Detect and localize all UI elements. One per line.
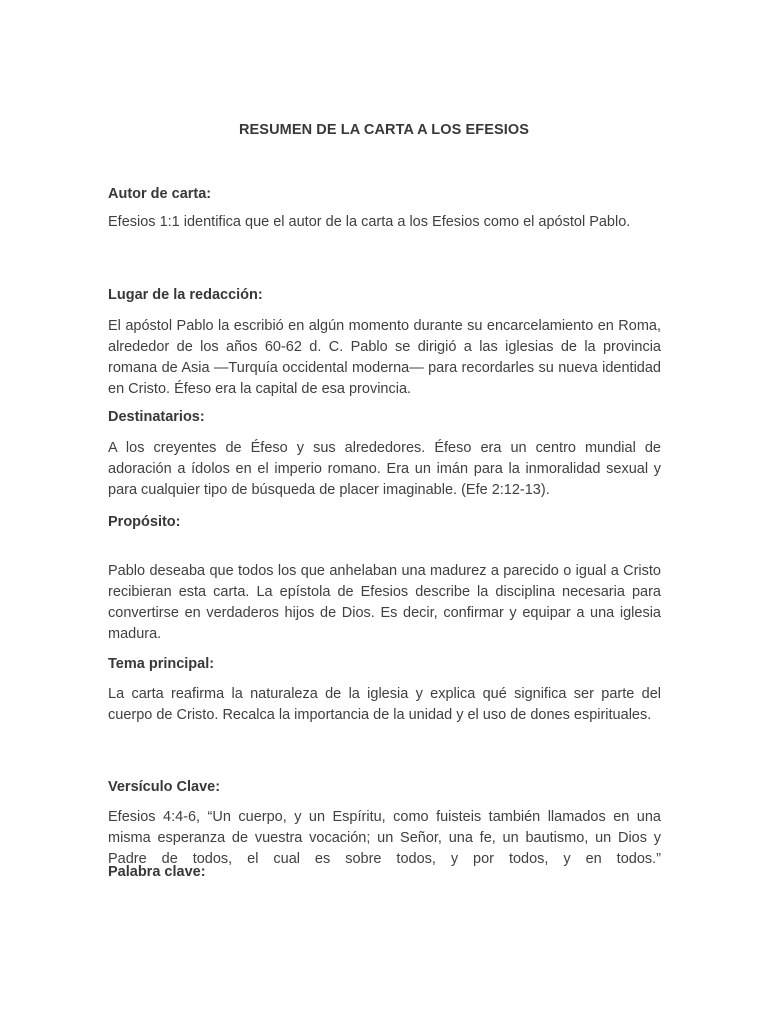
- section-heading-versiculo: Versículo Clave:: [108, 779, 221, 795]
- section-heading-lugar: Lugar de la redacción:: [108, 287, 263, 303]
- section-body-lugar: El apóstol Pablo la escribió en algún momento durante su encarcelamiento en Roma, alrededor de los años 60-62 d. C. Pablo se dirigió a las iglesias de la provincia romana de Asia —Turquía occidental moderna— para recordarles su nueva identidad en Cristo. Éfeso era la capital de esa provincia.: [108, 318, 661, 397]
- section-body-proposito: Pablo deseaba que todos los que anhelaban una madurez a parecido o igual a Cristo recibieran esta carta. La epístola de Efesios describe la disciplina necesaria para convertirse en verdaderos hijos de Dios. Es decir, confirmar y equipar a una iglesia madura.: [108, 563, 661, 642]
- section-body-destinatarios: A los creyentes de Éfeso y sus alrededores. Éfeso era un centro mundial de adoración a ídolos en el imperio romano. Era un imán para la inmoralidad sexual y para cualquier tipo de búsqueda de placer imaginable. (Efe 2:12-13).: [108, 440, 661, 498]
- section-body-versiculo: Efesios 4:4-6, “Un cuerpo, y un Espíritu, como fuisteis también llamados en una misma esperanza de vuestra vocación; un Señor, una fe, un bautismo, un Dios y Padre de todos, el cual es sobre todos, y por todos, y en todos.”: [108, 809, 661, 867]
- section-heading-destinatarios: Destinatarios:: [108, 409, 205, 425]
- section-heading-autor: Autor de carta:: [108, 186, 212, 202]
- section-body-tema: La carta reafirma la naturaleza de la iglesia y explica qué significa ser parte del cuerpo de Cristo. Recalca la importancia de la unidad y el uso de dones espirituales.: [108, 686, 661, 723]
- section-heading-proposito: Propósito:: [108, 514, 181, 530]
- document-title: RESUMEN DE LA CARTA A LOS EFESIOS: [238, 122, 530, 138]
- section-body-autor: Efesios 1:1 identifica que el autor de la carta a los Efesios como el apóstol Pablo.: [108, 214, 631, 230]
- section-heading-tema: Tema principal:: [108, 656, 215, 672]
- section-heading-palabra: Palabra clave:: [108, 864, 206, 880]
